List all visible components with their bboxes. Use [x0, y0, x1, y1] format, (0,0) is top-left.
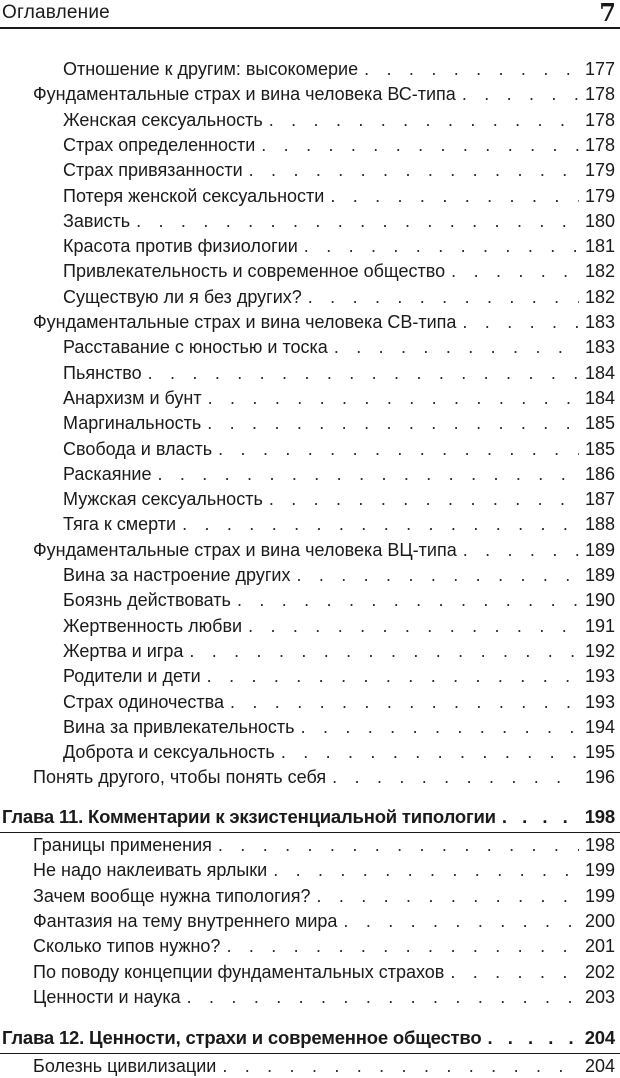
entry-title: Вина за привлекательность [63, 716, 295, 737]
dot-leader [207, 664, 579, 688]
dot-leader [208, 386, 579, 410]
entry-title: Боязнь действовать [63, 590, 231, 611]
toc-entry [33, 858, 615, 882]
entry-page: 178 [584, 84, 615, 105]
entry-title: Родители и дети [63, 666, 201, 687]
entry-page: 185 [584, 438, 615, 459]
dot-leader [281, 740, 579, 764]
toc-entry [33, 765, 615, 789]
entry-title: Болезнь цивилизации [33, 1056, 217, 1076]
entry-page: 199 [584, 860, 615, 881]
toc-entry [33, 934, 615, 958]
toc-entry [63, 690, 615, 714]
toc-entry [63, 285, 615, 309]
toc-entry [63, 588, 615, 612]
dot-leader [248, 614, 579, 638]
entry-title: Страх привязанности [63, 160, 243, 181]
entry-title: Анархизм и бунт [63, 387, 202, 408]
entry-page: 198 [584, 835, 615, 855]
dot-leader [157, 462, 579, 486]
dot-leader [269, 487, 579, 511]
dot-leader [487, 1025, 578, 1051]
toc-entry [63, 386, 615, 410]
dot-leader [502, 804, 579, 830]
entry-page: 183 [584, 337, 615, 358]
toc-entry [63, 487, 615, 511]
entry-page: 177 [584, 59, 615, 79]
toc-entry [33, 82, 615, 106]
entry-title: Привлекательность и современное общество [63, 261, 446, 282]
dot-leader [330, 184, 579, 208]
entry-title: Потеря женской сексуальности [63, 185, 325, 206]
toc-entry [63, 411, 615, 435]
entry-title: Доброта и сексуальность [63, 742, 275, 763]
page-header [0, 0, 620, 28]
entry-page: 204 [584, 1056, 615, 1076]
toc-entry [33, 884, 615, 908]
entry-title: Существую ли я без других? [63, 286, 302, 307]
chapter-title: Глава 12. Ценности, страхи и современное общество [2, 1027, 482, 1048]
entry-title: Маргинальность [63, 413, 202, 434]
dot-leader [304, 234, 579, 258]
entry-page: 178 [584, 134, 615, 155]
entry-page: 203 [584, 986, 615, 1007]
dot-leader [332, 765, 579, 789]
toc-entry [63, 259, 615, 283]
toc-entry [63, 462, 615, 486]
dot-leader [462, 82, 579, 106]
entry-page: 191 [584, 615, 615, 636]
entry-title: Жертва и игра [63, 640, 184, 661]
toc-entry [63, 563, 615, 587]
toc-entry [33, 538, 615, 562]
toc-entry [63, 664, 615, 688]
dot-leader [273, 858, 579, 882]
entry-title: Пьянство [63, 362, 142, 383]
entry-page: 184 [584, 362, 615, 383]
toc-entry [33, 960, 615, 984]
entry-title: Красота против физиологии [63, 236, 298, 257]
toc-entry [63, 108, 615, 132]
toc-entry [63, 133, 615, 157]
toc-entry [33, 833, 615, 857]
toc-entry [63, 614, 615, 638]
dot-leader [182, 512, 579, 536]
entry-page: 196 [584, 767, 615, 788]
toc-entry [63, 639, 615, 663]
toc-entry [63, 437, 615, 461]
entry-page: 178 [584, 109, 615, 130]
entry-title: Границы применения [33, 835, 212, 855]
toc-entry [63, 209, 615, 233]
entry-title: Раскаяние [63, 463, 152, 484]
entry-page: 189 [584, 565, 615, 585]
toc-entry [33, 985, 615, 1009]
dot-leader [343, 909, 579, 933]
entry-title: Женская сексуальность [63, 109, 263, 130]
entry-page: 185 [584, 413, 615, 434]
toc-entry [63, 234, 615, 258]
dot-leader [316, 884, 579, 908]
entry-page: 182 [584, 261, 615, 282]
entry-title: Сколько типов нужно? [33, 936, 221, 957]
entry-title: Расставание с юностью и тоска [63, 337, 328, 358]
dot-leader [222, 1054, 579, 1078]
entry-title: Страх определенности [63, 134, 256, 155]
entry-page: 193 [584, 666, 615, 687]
entry-title: Тяга к смерти [63, 514, 177, 535]
entry-page: 179 [584, 185, 615, 206]
entry-title: Вина за настроение других [63, 565, 291, 585]
dot-leader [451, 259, 579, 283]
entry-page: 195 [584, 742, 615, 763]
entry-page: 186 [584, 463, 615, 484]
toc-entry [63, 184, 615, 208]
dot-leader [301, 715, 579, 739]
entry-title: Отношение к другим: высокомерие [63, 59, 359, 79]
dot-leader [148, 361, 579, 385]
dot-leader [189, 639, 579, 663]
dot-leader [334, 335, 579, 359]
toc-entry [63, 335, 615, 359]
entry-page: 193 [584, 691, 615, 712]
entry-page: 199 [584, 885, 615, 906]
dot-leader [261, 133, 579, 157]
entry-title: Зависть [63, 210, 131, 231]
dot-leader [187, 985, 579, 1009]
dot-leader [136, 209, 579, 233]
dot-leader [462, 310, 579, 334]
running-title: Оглавление [2, 2, 110, 23]
chapter-page: 204 [584, 1027, 615, 1048]
dot-leader [230, 690, 579, 714]
toc-entry [63, 740, 615, 764]
dot-leader [207, 411, 579, 435]
entry-page: 179 [584, 160, 615, 181]
toc-entry [63, 512, 615, 536]
entry-title: Ценности и наука [33, 986, 181, 1007]
page-number: 7 [599, 0, 616, 27]
entry-title: Жертвенность любви [63, 615, 243, 636]
entry-title: Фантазия на тему внутреннего мира [33, 910, 338, 931]
toc-entry [63, 715, 615, 739]
entry-page: 194 [584, 716, 615, 737]
toc-entry [33, 310, 615, 334]
entry-title: Фундаментальные страх и вина человека СВ-типа [33, 312, 457, 332]
entry-title: Мужская сексуальность [63, 489, 263, 510]
toc-entry [63, 361, 615, 385]
entry-title: По поводу концепции фундаментальных страхов [33, 961, 445, 982]
entry-page: 201 [584, 936, 615, 957]
dot-leader [296, 563, 579, 587]
entry-page: 184 [584, 387, 615, 408]
dot-leader [237, 588, 579, 612]
entry-page: 200 [584, 910, 615, 931]
entry-page: 182 [584, 286, 615, 307]
entry-page: 192 [584, 640, 615, 661]
entry-page: 190 [584, 590, 615, 611]
entry-page: 180 [584, 210, 615, 231]
chapter-heading [2, 1025, 615, 1051]
entry-title: Фундаментальные страх и вина человека ВЦ-типа [33, 539, 457, 560]
entry-page: 188 [584, 514, 615, 535]
chapter-title: Глава 11. Комментарии к экзистенциальной типологии [2, 806, 496, 827]
entry-title: Не надо наклеивать ярлыки [33, 860, 268, 881]
entry-page: 183 [584, 312, 615, 332]
chapter-heading [2, 804, 615, 830]
dot-leader [364, 57, 579, 81]
dot-leader [450, 960, 579, 984]
dot-leader [308, 285, 579, 309]
entry-page: 181 [584, 236, 615, 257]
entry-title: Страх одиночества [63, 691, 224, 712]
chapter-page: 198 [584, 806, 615, 827]
dot-leader [218, 833, 579, 857]
dot-leader [463, 538, 579, 562]
entry-title: Фундаментальные страх и вина человека ВС-типа [33, 84, 456, 105]
toc-entry [33, 1054, 615, 1078]
entry-page: 189 [584, 539, 615, 560]
entry-page: 202 [584, 961, 615, 982]
entry-page: 187 [584, 489, 615, 510]
toc-entry [63, 158, 615, 182]
dot-leader [226, 934, 579, 958]
dot-leader [269, 108, 579, 132]
toc-entry [63, 57, 615, 81]
dot-leader [249, 158, 579, 182]
header-rule [0, 27, 620, 29]
entry-title: Понять другого, чтобы понять себя [33, 767, 327, 788]
dot-leader [218, 437, 579, 461]
entry-title: Зачем вообще нужна типология? [33, 885, 311, 906]
entry-title: Свобода и власть [63, 438, 213, 459]
toc-entry [33, 909, 615, 933]
